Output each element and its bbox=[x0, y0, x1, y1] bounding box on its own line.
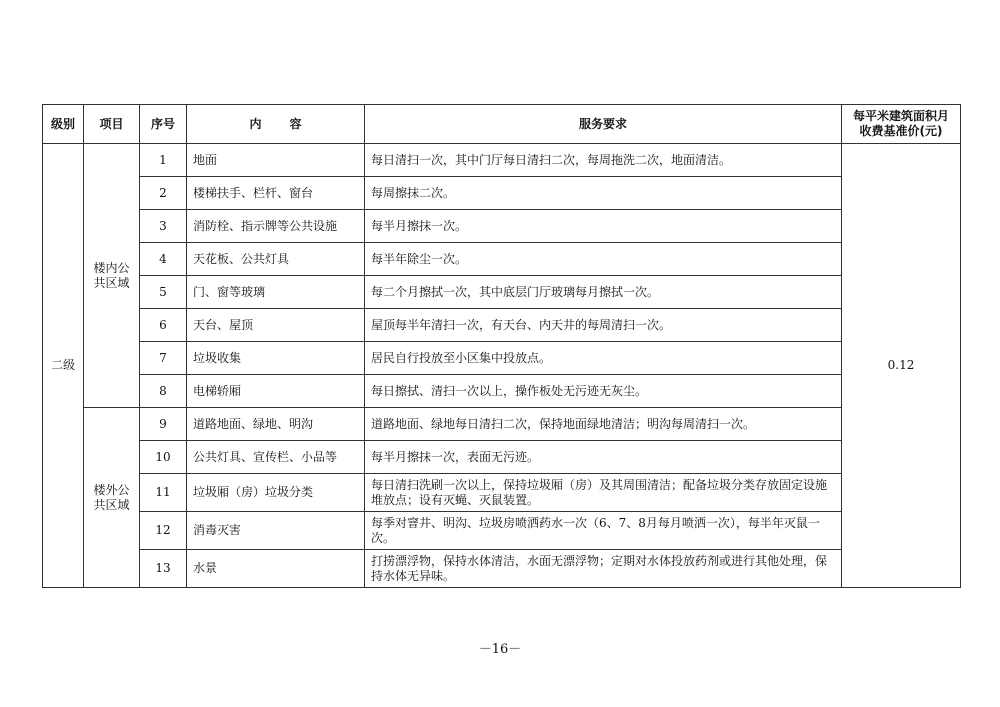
content-cell: 楼梯扶手、栏杆、窗台 bbox=[187, 177, 365, 210]
table-header-row bbox=[43, 105, 961, 144]
seq-cell: 8 bbox=[140, 375, 187, 408]
header-requirement: 服务要求 bbox=[365, 105, 842, 144]
page-number: －16－ bbox=[478, 642, 522, 657]
table-row bbox=[43, 375, 961, 408]
group-cell-outdoor: 楼外公 共区域 bbox=[84, 408, 140, 588]
table-row bbox=[43, 276, 961, 309]
header-fee: 每平米建筑面积月 收费基准价(元) bbox=[842, 105, 961, 144]
seq-cell: 7 bbox=[140, 342, 187, 375]
content-cell: 地面 bbox=[187, 144, 365, 177]
requirement-cell: 居民自行投放至小区集中投放点。 bbox=[365, 342, 842, 375]
table-row bbox=[43, 550, 961, 588]
table-row bbox=[43, 342, 961, 375]
seq-cell: 4 bbox=[140, 243, 187, 276]
fee-cell: 0.12 bbox=[842, 144, 961, 588]
level-cell: 二级 bbox=[43, 144, 84, 588]
requirement-cell: 每日清扫一次，其中门厅每日清扫二次，每周拖洗二次，地面清洁。 bbox=[365, 144, 842, 177]
requirement-cell: 每半月擦抹一次，表面无污迹。 bbox=[365, 441, 842, 474]
seq-cell: 1 bbox=[140, 144, 187, 177]
requirement-cell: 每周擦抹二次。 bbox=[365, 177, 842, 210]
requirement-cell: 每半月擦抹一次。 bbox=[365, 210, 842, 243]
seq-cell: 13 bbox=[140, 550, 187, 588]
content-cell: 水景 bbox=[187, 550, 365, 588]
table-row bbox=[43, 512, 961, 550]
content-cell: 天台、屋顶 bbox=[187, 309, 365, 342]
content-cell: 垃圾收集 bbox=[187, 342, 365, 375]
requirement-cell: 每季对窨井、明沟、垃圾房喷洒药水一次（6、7、8月每月喷洒一次），每半年灭鼠一次。 bbox=[365, 512, 842, 550]
header-content: 内 容 bbox=[187, 105, 365, 144]
table-row bbox=[43, 210, 961, 243]
seq-cell: 5 bbox=[140, 276, 187, 309]
content-cell: 消防栓、指示牌等公共设施 bbox=[187, 210, 365, 243]
table-row bbox=[43, 474, 961, 512]
requirement-cell: 每二个月擦拭一次，其中底层门厅玻璃每月擦拭一次。 bbox=[365, 276, 842, 309]
content-cell: 天花板、公共灯具 bbox=[187, 243, 365, 276]
table-row bbox=[43, 177, 961, 210]
seq-cell: 10 bbox=[140, 441, 187, 474]
requirement-cell: 打捞漂浮物，保持水体清洁，水面无漂浮物；定期对水体投放药剂或进行其他处理，保持水体无异味。 bbox=[365, 550, 842, 588]
seq-cell: 9 bbox=[140, 408, 187, 441]
table-row bbox=[43, 144, 961, 177]
content-cell: 消毒灭害 bbox=[187, 512, 365, 550]
table-row bbox=[43, 441, 961, 474]
seq-cell: 12 bbox=[140, 512, 187, 550]
requirement-cell: 每半年除尘一次。 bbox=[365, 243, 842, 276]
requirement-cell: 每日擦拭、清扫一次以上，操作板处无污迹无灰尘。 bbox=[365, 375, 842, 408]
header-level: 级别 bbox=[43, 105, 84, 144]
requirement-cell: 屋顶每半年清扫一次，有天台、内天井的每周清扫一次。 bbox=[365, 309, 842, 342]
header-seq: 序号 bbox=[140, 105, 187, 144]
content-cell: 道路地面、绿地、明沟 bbox=[187, 408, 365, 441]
requirement-cell: 每日清扫洗刷一次以上，保持垃圾厢（房）及其周围清洁；配备垃圾分类存放固定设施堆放点；设有灭蝇、灭鼠装置。 bbox=[365, 474, 842, 512]
requirement-cell: 道路地面、绿地每日清扫二次，保持地面绿地清洁；明沟每周清扫一次。 bbox=[365, 408, 842, 441]
seq-cell: 11 bbox=[140, 474, 187, 512]
seq-cell: 3 bbox=[140, 210, 187, 243]
content-cell: 门、窗等玻璃 bbox=[187, 276, 365, 309]
table-row bbox=[43, 243, 961, 276]
service-standard-table bbox=[42, 104, 961, 588]
table-row bbox=[43, 309, 961, 342]
header-item: 项目 bbox=[84, 105, 140, 144]
content-cell: 垃圾厢（房）垃圾分类 bbox=[187, 474, 365, 512]
seq-cell: 2 bbox=[140, 177, 187, 210]
table-row bbox=[43, 408, 961, 441]
content-cell: 公共灯具、宣传栏、小品等 bbox=[187, 441, 365, 474]
content-cell: 电梯轿厢 bbox=[187, 375, 365, 408]
group-cell-indoor: 楼内公 共区域 bbox=[84, 144, 140, 408]
seq-cell: 6 bbox=[140, 309, 187, 342]
